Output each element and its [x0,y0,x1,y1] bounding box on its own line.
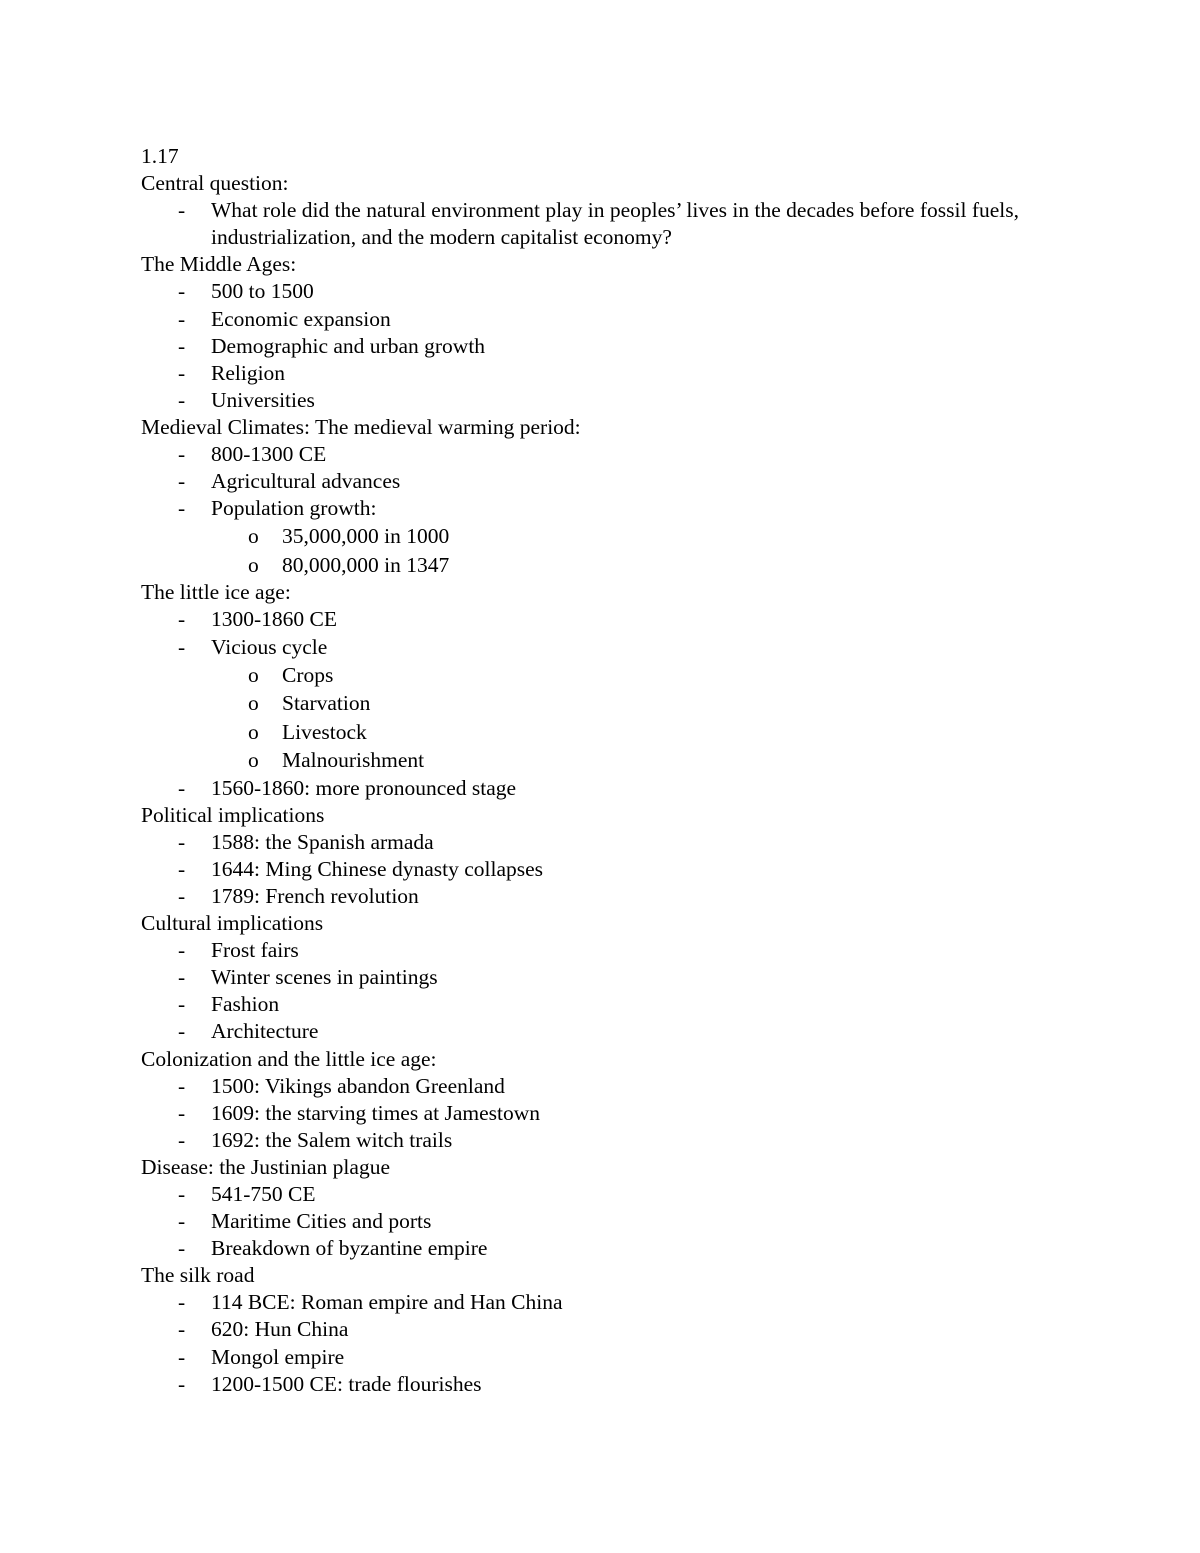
bullet-text: Population growth: [211,496,377,521]
dash-bullet-icon: - [178,496,186,521]
bullet-item [141,387,1061,414]
bullet-item [141,1208,1061,1235]
bullet-text: Livestock [282,719,367,744]
bullet-text: 1609: the starving times at Jamestown [211,1100,541,1125]
dash-bullet-icon: - [178,938,186,963]
document-body [141,143,1061,1398]
bullet-item [141,964,1061,991]
bullet-text: Frost fairs [211,938,299,963]
bullet-text: Religion [211,360,286,385]
dash-bullet-icon: - [178,1019,186,1044]
sub-bullet-item [141,661,1061,690]
dash-bullet-icon: - [178,306,186,331]
section-heading: Political implications [141,802,325,827]
dash-bullet-icon: - [178,1100,186,1125]
dash-bullet-icon: - [178,856,186,881]
sub-bullet-item [141,746,1061,775]
dash-bullet-icon: - [178,1209,186,1234]
bullet-item [141,333,1061,360]
bullet-text: 1500: Vikings abandon Greenland [211,1073,505,1098]
bullet-text: 1692: the Salem witch trails [211,1127,453,1152]
bullet-item [141,468,1061,495]
bullet-text: 620: Hun China [211,1317,349,1342]
bullet-item [141,1127,1061,1154]
dash-bullet-icon: - [178,883,186,908]
bullet-text: Fashion [211,992,280,1017]
section-heading: The silk road [141,1263,255,1288]
bullet-text: 1644: Ming Chinese dynasty collapses [211,856,544,881]
dash-bullet-icon: - [178,775,186,800]
dash-bullet-icon: - [178,1344,186,1369]
section-heading: The Middle Ages: [141,252,297,277]
bullet-item [141,306,1061,333]
bullet-item [141,829,1061,856]
bullet-text: Crops [282,662,334,687]
bullet-text: 1560-1860: more pronounced stage [211,775,517,800]
bullet-item [141,883,1061,910]
dash-bullet-icon: - [178,829,186,854]
bullet-text: Universities [211,387,315,412]
section-heading: 1.17 [141,144,179,168]
bullet-text: Starvation [282,691,371,716]
circle-bullet-icon: o [248,524,259,549]
bullet-text: 1200-1500 CE: trade flourishes [211,1371,482,1396]
section-heading: Medieval Climates: The medieval warming period: [141,414,581,439]
sub-bullet-item [141,522,1061,551]
bullet-text: 114 BCE: Roman empire and Han China [211,1290,563,1315]
bullet-text: Agricultural advances [211,469,401,494]
bullet-text: Economic expansion [211,306,391,331]
bullet-item [141,1100,1061,1127]
dash-bullet-icon: - [178,965,186,990]
bullet-text: 500 to 1500 [211,279,314,304]
circle-bullet-icon: o [248,719,259,744]
dash-bullet-icon: - [178,279,186,304]
bullet-item [141,606,1061,633]
bullet-item [141,495,1061,522]
bullet-text: 800-1300 CE [211,442,327,467]
dash-bullet-icon: - [178,387,186,412]
dash-bullet-icon: - [178,607,186,632]
bullet-item [141,1235,1061,1262]
bullet-text: Winter scenes in paintings [211,965,438,990]
bullet-text: Vicious cycle [211,634,328,659]
bullet-text: Architecture [211,1019,319,1044]
dash-bullet-icon: - [178,198,186,223]
bullet-text: 35,000,000 in 1000 [282,524,450,549]
sub-bullet-item [141,718,1061,747]
bullet-text: 1300-1860 CE [211,607,338,632]
dash-bullet-icon: - [178,634,186,659]
dash-bullet-icon: - [178,1290,186,1315]
dash-bullet-icon: - [178,1127,186,1152]
bullet-item [141,197,1061,251]
dash-bullet-icon: - [178,1182,186,1206]
sub-bullet-item [141,551,1061,580]
section-heading: Cultural implications [141,911,324,936]
bullet-item [141,1073,1061,1100]
bullet-item [141,634,1061,661]
dash-bullet-icon: - [178,1073,186,1098]
bullet-item [141,937,1061,964]
bullet-text: What role did the natural environment play in peoples’ lives in the decades before fossil fuels, industrialization, and the modern capitalist economy? [211,198,1019,250]
bullet-item [141,278,1061,305]
bullet-text: 541-750 CE [211,1182,316,1206]
dash-bullet-icon: - [178,469,186,494]
section-heading: The little ice age: [141,580,291,605]
dash-bullet-icon: - [178,1317,186,1342]
bullet-item [141,1181,1061,1208]
dash-bullet-icon: - [178,360,186,385]
section-heading: Central question: [141,171,289,196]
bullet-item [141,360,1061,387]
dash-bullet-icon: - [178,1236,186,1261]
bullet-item [141,1018,1061,1045]
bullet-item [141,775,1061,802]
bullet-item [141,991,1061,1018]
circle-bullet-icon: o [248,748,259,773]
bullet-item [141,1371,1061,1398]
circle-bullet-icon: o [248,662,259,687]
section-heading: Disease: the Justinian plague [141,1154,390,1179]
circle-bullet-icon: o [248,552,259,577]
bullet-text: 80,000,000 in 1347 [282,552,450,577]
bullet-text: Breakdown of byzantine empire [211,1236,488,1261]
bullet-text: Maritime Cities and ports [211,1209,432,1234]
bullet-item [141,856,1061,883]
dash-bullet-icon: - [178,442,186,467]
bullet-text: 1789: French revolution [211,883,419,908]
bullet-item [141,441,1061,468]
bullet-text: Demographic and urban growth [211,333,486,358]
circle-bullet-icon: o [248,691,259,716]
bullet-text: Mongol empire [211,1344,345,1369]
bullet-item [141,1289,1061,1316]
bullet-text: 1588: the Spanish armada [211,829,434,854]
dash-bullet-icon: - [178,1371,186,1396]
bullet-text: Malnourishment [282,748,425,773]
dash-bullet-icon: - [178,333,186,358]
dash-bullet-icon: - [178,992,186,1017]
bullet-item [141,1344,1061,1371]
sub-bullet-item [141,689,1061,718]
bullet-item [141,1316,1061,1343]
section-heading: Colonization and the little ice age: [141,1046,437,1071]
